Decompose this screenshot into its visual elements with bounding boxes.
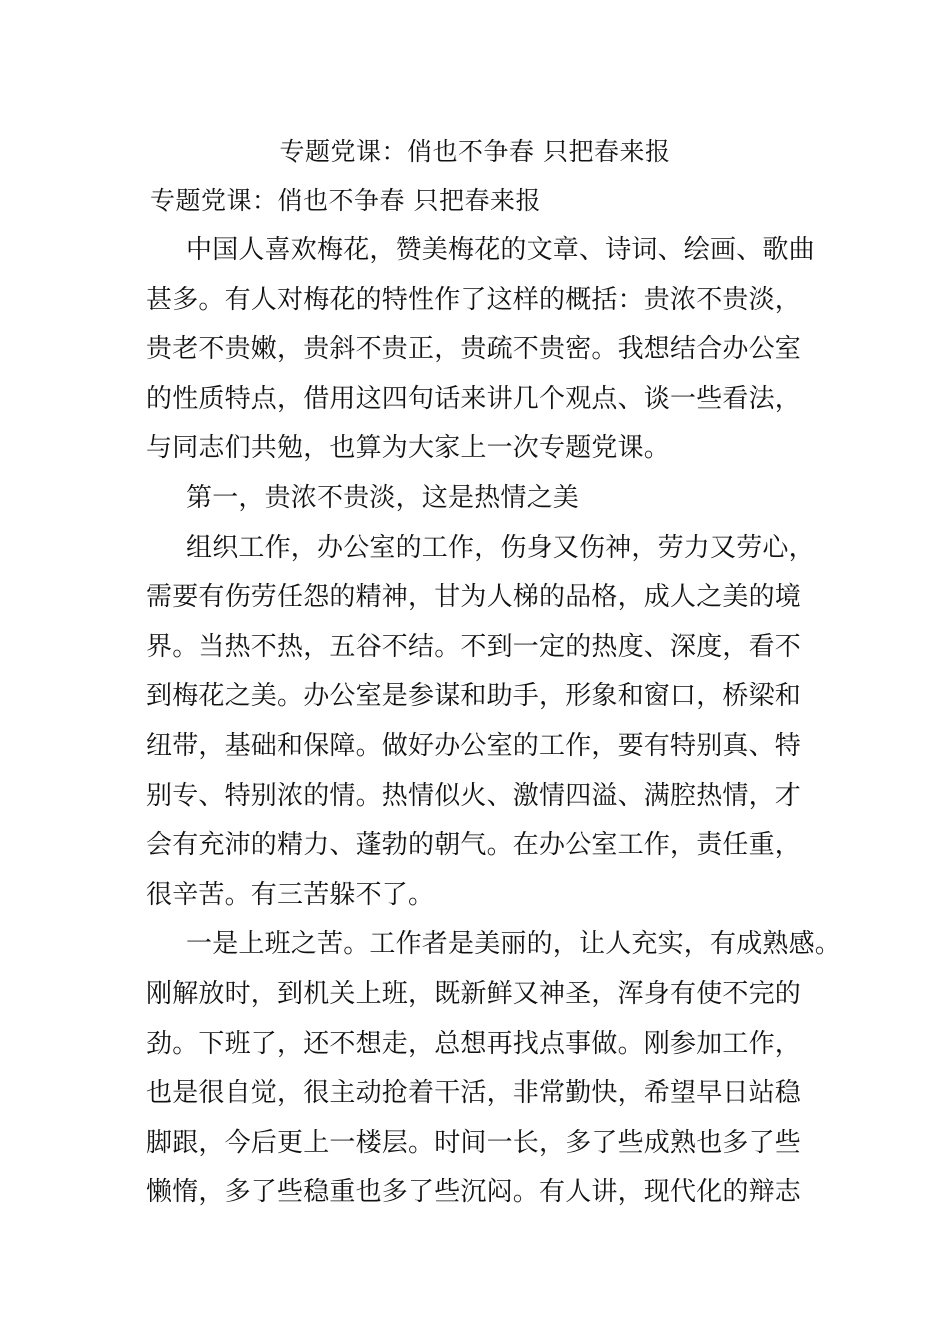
- paragraph-line: 脚跟，今后更上一楼层。时间一长，多了些成熟也多了些: [146, 1127, 802, 1158]
- paragraph-line: 会有充沛的精力、蓬勃的朝气。在办公室工作，责任重，: [146, 830, 802, 861]
- document-body: [146, 232, 842, 1224]
- paragraph-line: 组织工作，办公室的工作，伤身又伤神，劳力又劳心，: [186, 532, 815, 563]
- document-subtitle: 专题党课：俏也不争春 只把春来报: [150, 186, 541, 215]
- paragraph-line: 与同志们共勉，也算为大家上一次专题党课。: [146, 433, 671, 464]
- paragraph-line: 别专、特别浓的情。热情似火、激情四溢、满腔热情，才: [146, 780, 802, 811]
- document-title: 专题党课：俏也不争春 只把春来报: [279, 137, 671, 166]
- section-heading: 第一，贵浓不贵淡，这是热情之美: [186, 482, 580, 513]
- paragraph-line: 的性质特点，借用这四句话来讲几个观点、谈一些看法，: [146, 383, 802, 414]
- paragraph-line: 贵老不贵嫩，贵斜不贵正，贵疏不贵密。我想结合办公室: [146, 334, 802, 365]
- paragraph-line: 到梅花之美。办公室是参谋和助手，形象和窗口，桥梁和: [146, 681, 802, 712]
- paragraph-line: 懒惰，多了些稳重也多了些沉闷。有人讲，现代化的辩志: [146, 1177, 802, 1208]
- paragraph-line: 一是上班之苦。工作者是美丽的，让人充实，有成熟感。: [186, 929, 842, 960]
- paragraph-line: 界。当热不热，五谷不结。不到一定的热度、深度，看不: [146, 631, 802, 662]
- paragraph-line: 劲。下班了，还不想走，总想再找点事做。刚参加工作，: [146, 1028, 802, 1059]
- paragraph-line: 也是很自觉，很主动抢着干活，非常勤快，希望早日站稳: [146, 1078, 802, 1109]
- paragraph-line: 纽带，基础和保障。做好办公室的工作，要有特别真、特: [146, 730, 802, 761]
- paragraph-line: 很辛苦。有三苦躲不了。: [146, 879, 435, 910]
- paragraph-line: 中国人喜欢梅花，赞美梅花的文章、诗词、绘画、歌曲: [186, 235, 815, 265]
- paragraph-line: 刚解放时，到机关上班，既新鲜又神圣，浑身有使不完的: [146, 978, 802, 1009]
- paragraph-line: 甚多。有人对梅花的特性作了这样的概括：贵浓不贵淡，: [146, 284, 802, 315]
- paragraph-line: 需要有伤劳任怨的精神，甘为人梯的品格，成人之美的境: [146, 582, 802, 613]
